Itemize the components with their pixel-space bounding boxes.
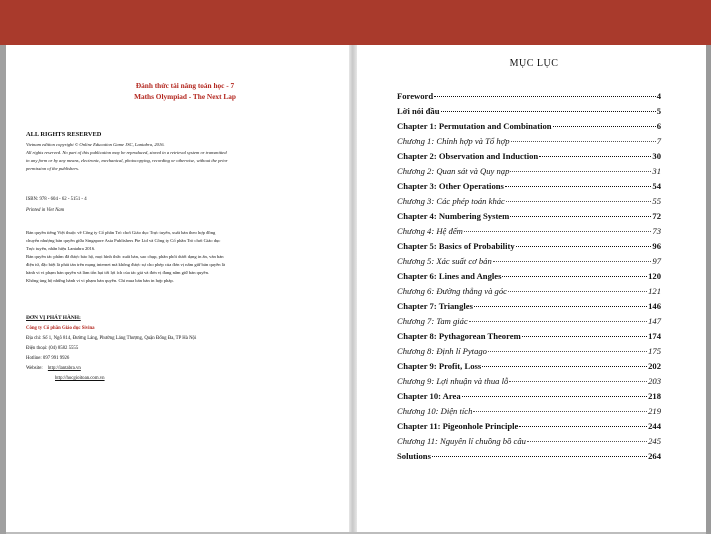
toc-leader-dots (519, 426, 647, 427)
toc-leader-dots (441, 111, 656, 112)
toc-entry-label: Chương 5: Xác suất cơ bản (397, 256, 492, 266)
toc-subentry[interactable] (397, 136, 661, 151)
toc-entry-page: 97 (652, 256, 661, 266)
toc-entry-label: Lời nói đầu (397, 106, 440, 116)
isbn: ISBN: 978 - 604 - 62 - 5151 - 4 (26, 197, 87, 202)
toc-entry-label: Chương 7: Tam giác (397, 316, 468, 326)
toc-leader-dots (506, 201, 652, 202)
legal-line: Trực tuyến, nhãn hiệu Lantabra 2016. (26, 246, 96, 251)
toc-leader-dots (474, 306, 647, 307)
toc-entry[interactable] (397, 211, 661, 226)
toc-leader-dots (553, 126, 656, 127)
toc-subentry[interactable] (397, 376, 661, 391)
website-link-hocgioitoan[interactable]: http://hocgioitoan.com.vn (55, 376, 105, 381)
publisher-website-row-2 (26, 374, 324, 384)
book-title-english: Maths Olympiad - The Next Lap (134, 91, 236, 101)
toc-entry-label: Chương 9: Lợi nhuận và thua lỗ (397, 376, 509, 386)
toc-entry-page: 264 (648, 451, 661, 461)
toc-subentry[interactable] (397, 166, 661, 181)
toc-entry-page: 54 (652, 181, 661, 191)
publisher-address: Địa chỉ: Số 1, Ngõ 814, Đường Láng, Phường Láng Thượng, Quận Đống Đa, TP Hà Nội (26, 336, 197, 341)
book-title-vietnamese: Đánh thức tài năng toán học - 7 (135, 81, 235, 90)
toc-entry[interactable] (397, 301, 661, 316)
table-of-contents (397, 91, 661, 466)
toc-leader-dots (522, 336, 647, 337)
legal-line: Bản quyền tác phẩm đã được bảo hộ, mọi hình thức xuất bản, sao chụp, phân phối dưới dạng in ấn, văn bản (26, 254, 224, 259)
right-frame (706, 45, 711, 534)
toc-entry-label: Chapter 1: Permutation and Combination (397, 121, 552, 131)
website-link-lantabra[interactable]: http://lantabra.vn (47, 366, 81, 371)
toc-entry-page: 120 (648, 271, 661, 281)
toc-entry-page: 146 (648, 301, 661, 311)
toc-leader-dots (482, 366, 647, 367)
toc-leader-dots (493, 261, 652, 262)
toc-subentry[interactable] (397, 316, 661, 331)
toc-entry[interactable] (397, 91, 661, 106)
publisher-company: Công ty Cổ phần Giáo dục Sivina (26, 326, 95, 331)
printed-in: Printed in Viet Nam (26, 208, 65, 213)
publisher-hotline: Hotline: 097 991 9926 (26, 356, 70, 361)
toc-entry-label: Chapter 9: Profit, Loss (397, 361, 482, 371)
toc-entry[interactable] (397, 106, 661, 121)
toc-leader-dots (502, 276, 647, 277)
publisher-info (26, 324, 324, 384)
copyright-line: in any form or by any means, electronic, mechanical, photocopying, recording or otherwise, without the prior (26, 158, 228, 163)
toc-entry-page: 96 (652, 241, 661, 251)
toc-entry-page: 244 (648, 421, 661, 431)
toc-entry-label: Chapter 3: Other Operations (397, 181, 504, 191)
toc-entry[interactable] (397, 241, 661, 256)
toc-entry-page: 7 (656, 136, 661, 146)
legal-line: điện tử, đặc biệt là phát tán trên mạng internet mà không được sự cho phép của đơn vị nắm giữ bản quyền là (26, 262, 226, 267)
toc-entry-page: 31 (652, 166, 661, 176)
legal-line: Không ủng hộ những hành vi vi phạm bản quyền. Chỉ mua bán bản in hợp pháp. (26, 278, 174, 283)
toc-entry-label: Chapter 11: Pigeonhole Principle (397, 421, 519, 431)
copyright-line: Vietnam edition copyright © Online Education Game JSC, Lantabra, 2016. (26, 142, 165, 147)
page-gutter (349, 45, 357, 534)
toc-entry-page: 73 (652, 226, 661, 236)
toc-entry[interactable] (397, 181, 661, 196)
toc-leader-dots (469, 321, 647, 322)
toc-entry-page: 55 (652, 196, 661, 206)
legal-line: chuyển nhượng bản quyền giữa Singapore Asia Publishers Pte Ltd và Công ty Cổ phần Trò chơi Giáo dục (26, 238, 221, 243)
toc-subentry[interactable] (397, 196, 661, 211)
toc-entry[interactable] (397, 421, 661, 436)
copyright-notice (26, 141, 326, 173)
toc-entry-page: 30 (652, 151, 661, 161)
publisher-heading: ĐƠN VỊ PHÁT HÀNH: (26, 315, 81, 321)
toc-entry-label: Chapter 4: Numbering System (397, 211, 510, 221)
rights-heading: ALL RIGHTS RESERVED (26, 131, 102, 138)
toc-entry-page: 203 (648, 376, 661, 386)
toc-entry[interactable] (397, 451, 661, 466)
toc-leader-dots (434, 96, 656, 97)
toc-entry[interactable] (397, 151, 661, 166)
toc-entry-label: Chapter 5: Basics of Probability (397, 241, 515, 251)
toc-entry-page: 245 (648, 436, 661, 446)
toc-entry-label: Chapter 2: Observation and Induction (397, 151, 539, 161)
toc-leader-dots (510, 171, 651, 172)
toc-entry[interactable] (397, 361, 661, 376)
toc-entry[interactable] (397, 121, 661, 136)
toc-entry-page: 6 (656, 121, 661, 131)
toc-subentry[interactable] (397, 256, 661, 271)
toc-entry-label: Chapter 6: Lines and Angles (397, 271, 502, 281)
toc-entry-label: Chương 4: Hệ đếm (397, 226, 463, 236)
toc-entry[interactable] (397, 271, 661, 286)
toc-entry-label: Foreword (397, 91, 434, 101)
toc-leader-dots (464, 231, 652, 232)
toc-entry-label: Chương 8: Định lí Pytago (397, 346, 487, 356)
toc-entry-page: 4 (656, 91, 661, 101)
publisher-website-row (26, 364, 324, 374)
toc-subentry[interactable] (397, 436, 661, 451)
toc-entry-page: 121 (648, 286, 661, 296)
toc-entry-label: Chương 11: Nguyên lí chuồng bồ câu (397, 436, 526, 446)
toc-entry-label: Chương 3: Các phép toán khác (397, 196, 505, 206)
toc-entry-label: Chương 10: Diện tích (397, 406, 473, 416)
toc-subentry[interactable] (397, 226, 661, 241)
toc-entry-page: 72 (652, 211, 661, 221)
toc-entry-page: 5 (656, 106, 661, 116)
toc-entry-page: 219 (648, 406, 661, 416)
toc-entry-page: 202 (648, 361, 661, 371)
toc-leader-dots (510, 216, 651, 217)
book-title (30, 81, 340, 102)
toc-entry-label: Chapter 10: Area (397, 391, 461, 401)
toc-entry-page: 175 (648, 346, 661, 356)
website-label: Website: (26, 366, 43, 371)
toc-entry-label: Chương 1: Chỉnh hợp và Tổ hợp (397, 136, 510, 146)
toc-leader-dots (505, 186, 652, 187)
toc-leader-dots (516, 246, 652, 247)
legal-line: hành vi vi phạm bản quyền và làm tổn hại tới lợi ích của tác giả và đơn vị đang nắm giữ bản quyền. (26, 270, 210, 275)
left-frame (0, 45, 6, 534)
toc-leader-dots (539, 156, 651, 157)
legal-line: Bản quyền tiếng Việt thuộc về Công ty Cổ phần Trò chơi Giáo dục Trực tuyến, xuất bản theo hợp đồng (26, 230, 216, 235)
copyright-line: permission of the publishers. (26, 166, 80, 171)
toc-subentry[interactable] (397, 286, 661, 301)
toc-title: MỤC LỤC (509, 58, 559, 69)
toc-leader-dots (527, 441, 647, 442)
toc-entry-page: 218 (648, 391, 661, 401)
toc-leader-dots (511, 141, 656, 142)
toc-entry-page: 147 (648, 316, 661, 326)
toc-entry-label: Chapter 8: Pythagorean Theorem (397, 331, 521, 341)
legal-notice (26, 229, 324, 285)
toc-leader-dots (462, 396, 647, 397)
toc-leader-dots (488, 351, 647, 352)
toc-entry-page: 174 (648, 331, 661, 341)
toc-entry-label: Chương 2: Quan sát và Quy nạp (397, 166, 510, 176)
toc-subentry[interactable] (397, 346, 661, 361)
copyright-line: All rights reserved. No part of this publication may be reproduced, stored in a retrieval system or transmitted (26, 150, 227, 155)
top-banner (0, 0, 711, 45)
toc-entry-label: Chương 6: Đường thẳng và góc (397, 286, 507, 296)
toc-entry[interactable] (397, 391, 661, 406)
toc-entry-label: Solutions (397, 451, 431, 461)
toc-entry[interactable] (397, 331, 661, 346)
toc-entry-label: Chapter 7: Triangles (397, 301, 473, 311)
toc-leader-dots (508, 291, 647, 292)
toc-subentry[interactable] (397, 406, 661, 421)
toc-leader-dots (509, 381, 647, 382)
toc-leader-dots (432, 456, 647, 457)
toc-leader-dots (473, 411, 647, 412)
left-page (30, 70, 340, 102)
publisher-phone: Điện thoại: (04) 8582 5555 (26, 346, 79, 351)
